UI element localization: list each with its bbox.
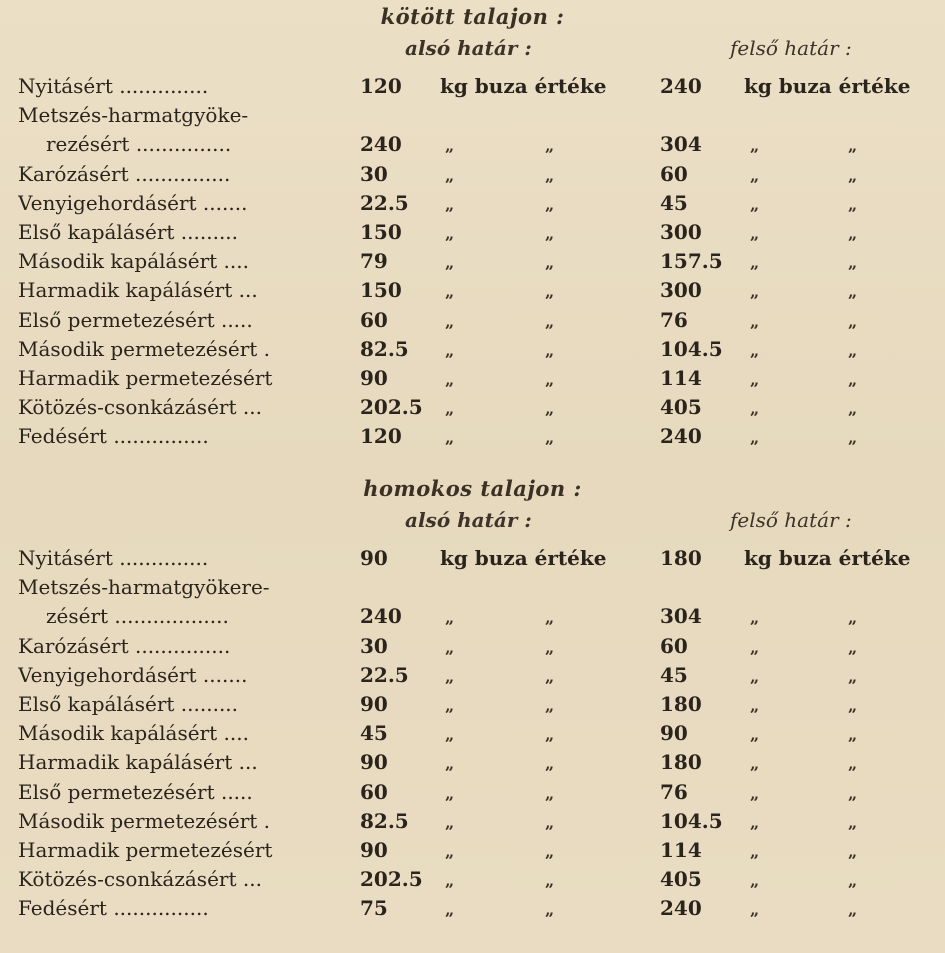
upper-value: 60 [660, 633, 688, 658]
row-label: Harmadik permetezésért [18, 366, 273, 390]
ditto-mark: „ [750, 725, 760, 745]
lower-value: 150 [360, 220, 402, 244]
upper-value: 157.5 [660, 249, 723, 274]
ditto-mark: „ [545, 812, 555, 832]
table-row [0, 604, 945, 634]
lower-value: 79 [360, 249, 388, 274]
ditto-mark: „ [545, 637, 555, 657]
ditto-mark: „ [445, 900, 455, 920]
table-row [0, 162, 945, 192]
table-row [0, 308, 945, 338]
ditto-mark: „ [848, 399, 858, 419]
ditto-mark: „ [848, 900, 858, 920]
upper-value: 76 [660, 307, 688, 332]
ditto-mark: „ [445, 666, 455, 686]
upper-value: 240 [660, 74, 702, 98]
upper-value: 76 [660, 779, 688, 804]
table-row [0, 103, 945, 133]
upper-limit-heading: felső határ : [730, 508, 852, 532]
row-label: Második permetezésért . [18, 808, 271, 833]
ditto-mark: „ [750, 900, 760, 920]
table-row [0, 249, 945, 279]
ditto-mark: „ [750, 428, 760, 448]
ditto-mark: „ [445, 754, 455, 774]
unit-lower: kg buza értéke [440, 74, 607, 98]
lower-value: 90 [360, 546, 388, 570]
ditto-mark: „ [848, 871, 858, 891]
lower-value: 240 [360, 132, 402, 157]
ditto-mark: „ [750, 871, 760, 891]
row-label: Kötözés-csonkázásért ... [18, 395, 262, 420]
row-label: Karózásért ............... [18, 161, 231, 186]
row-label: Nyitásért .............. [18, 74, 209, 98]
lower-value: 82.5 [360, 336, 409, 361]
ditto-mark: „ [545, 399, 555, 419]
row-label: Venyigehordásért ....... [18, 190, 248, 215]
upper-value: 240 [660, 424, 702, 449]
table-row [0, 278, 945, 308]
ditto-mark: „ [445, 282, 455, 302]
ditto-mark: „ [750, 340, 760, 360]
ditto-mark: „ [750, 165, 760, 185]
lower-value: 150 [360, 278, 402, 303]
ditto-mark: „ [750, 783, 760, 803]
ditto-mark: „ [848, 311, 858, 331]
ditto-mark: „ [545, 666, 555, 686]
ditto-mark: „ [545, 842, 555, 861]
row-label: Venyigehordásért ....... [18, 662, 248, 687]
row-label: Karózásért ............... [18, 633, 231, 658]
ditto-mark: „ [848, 725, 858, 745]
upper-value: 104.5 [660, 808, 723, 833]
upper-value: 304 [660, 132, 702, 157]
ditto-mark: „ [545, 311, 555, 331]
upper-value: 405 [660, 867, 702, 892]
ditto-mark: „ [445, 253, 455, 273]
table-row [0, 692, 945, 722]
upper-value: 104.5 [660, 336, 723, 361]
row-label: Második permetezésért . [18, 336, 271, 361]
ditto-mark: „ [848, 666, 858, 686]
row-label: Harmadik kapálásért ... [18, 750, 258, 775]
lower-value: 60 [360, 307, 388, 332]
table-row [0, 721, 945, 751]
upper-value: 90 [660, 721, 688, 746]
table-row [0, 809, 945, 839]
lower-limit-heading: alsó határ : [405, 508, 532, 532]
table-row [0, 132, 945, 162]
row-label: Harmadik kapálásért ... [18, 278, 258, 303]
ditto-mark: „ [545, 370, 555, 389]
ditto-mark: „ [750, 637, 760, 657]
ditto-mark: „ [545, 608, 555, 628]
upper-value: 114 [660, 366, 702, 390]
row-label: Metszés-harmatgyöke- [18, 103, 249, 128]
lower-value: 75 [360, 896, 388, 921]
ditto-mark: „ [750, 253, 760, 273]
lower-value: 82.5 [360, 808, 409, 833]
lower-value: 60 [360, 779, 388, 804]
table-row [0, 867, 945, 897]
ditto-mark: „ [848, 224, 858, 243]
row-label: Metszés-harmatgyökere- [18, 575, 270, 600]
ditto-mark: „ [848, 253, 858, 273]
unit-upper: kg buza értéke [744, 546, 911, 570]
table-row [0, 395, 945, 425]
ditto-mark: „ [750, 842, 760, 861]
ditto-mark: „ [545, 340, 555, 360]
ditto-mark: „ [445, 136, 455, 156]
ditto-mark: „ [545, 136, 555, 156]
lower-value: 202.5 [360, 395, 423, 420]
ditto-mark: „ [848, 842, 858, 861]
ditto-mark: „ [545, 194, 555, 214]
upper-value: 114 [660, 838, 702, 862]
section-title: homokos talajon : [363, 476, 582, 501]
section-title: kötött talajon : [380, 4, 565, 29]
table-row [0, 366, 945, 396]
row-label: Első kapálásért ......... [18, 692, 239, 716]
ditto-mark: „ [848, 637, 858, 657]
ditto-mark: „ [445, 224, 455, 243]
row-label: Második kapálásért .... [18, 249, 249, 274]
ditto-mark: „ [445, 842, 455, 861]
ditto-mark: „ [445, 194, 455, 214]
ditto-mark: „ [750, 136, 760, 156]
ditto-mark: „ [848, 194, 858, 214]
upper-value: 60 [660, 161, 688, 186]
lower-value: 90 [360, 692, 388, 716]
ditto-mark: „ [445, 696, 455, 715]
ditto-mark: „ [445, 370, 455, 389]
ditto-mark: „ [545, 428, 555, 448]
table-row [0, 634, 945, 664]
lower-value: 90 [360, 750, 388, 775]
row-label: zésért .................. [46, 604, 229, 629]
upper-value: 300 [660, 220, 702, 244]
ditto-mark: „ [750, 696, 760, 715]
upper-value: 304 [660, 604, 702, 629]
upper-value: 180 [660, 750, 702, 775]
ditto-mark: „ [545, 900, 555, 920]
lower-value: 22.5 [360, 662, 409, 687]
row-label: Második kapálásért .... [18, 721, 249, 746]
ditto-mark: „ [750, 311, 760, 331]
ditto-mark: „ [545, 871, 555, 891]
table-row [0, 663, 945, 693]
table-row [0, 546, 945, 576]
table-row [0, 424, 945, 454]
ditto-mark: „ [445, 871, 455, 891]
ditto-mark: „ [445, 608, 455, 628]
ditto-mark: „ [848, 165, 858, 185]
ditto-mark: „ [545, 253, 555, 273]
ditto-mark: „ [545, 282, 555, 302]
row-label: Első permetezésért ..... [18, 307, 253, 332]
table-row [0, 74, 945, 104]
row-label: Harmadik permetezésért [18, 838, 273, 862]
ditto-mark: „ [848, 282, 858, 302]
lower-value: 120 [360, 74, 402, 98]
lower-value: 120 [360, 424, 402, 449]
ditto-mark: „ [848, 754, 858, 774]
row-label: Első permetezésért ..... [18, 779, 253, 804]
row-label: rezésért ............... [46, 132, 232, 157]
ditto-mark: „ [848, 428, 858, 448]
table-row [0, 896, 945, 926]
upper-limit-heading: felső határ : [730, 36, 852, 60]
ditto-mark: „ [545, 783, 555, 803]
lower-value: 90 [360, 838, 388, 862]
upper-value: 45 [660, 190, 688, 215]
ditto-mark: „ [445, 783, 455, 803]
unit-lower: kg buza értéke [440, 546, 607, 570]
lower-value: 22.5 [360, 190, 409, 215]
row-label: Fedésért ............... [18, 896, 209, 921]
upper-value: 180 [660, 546, 702, 570]
ditto-mark: „ [750, 282, 760, 302]
ditto-mark: „ [848, 783, 858, 803]
ditto-mark: „ [750, 224, 760, 243]
ditto-mark: „ [545, 165, 555, 185]
table-row [0, 838, 945, 868]
ditto-mark: „ [445, 311, 455, 331]
row-label: Nyitásért .............. [18, 546, 209, 570]
ditto-mark: „ [545, 754, 555, 774]
ditto-mark: „ [848, 136, 858, 156]
ditto-mark: „ [545, 696, 555, 715]
unit-upper: kg buza értéke [744, 74, 911, 98]
ditto-mark: „ [848, 696, 858, 715]
table-row [0, 220, 945, 250]
ditto-mark: „ [445, 399, 455, 419]
ditto-mark: „ [750, 666, 760, 686]
ditto-mark: „ [445, 637, 455, 657]
row-label: Első kapálásért ......... [18, 220, 239, 244]
upper-value: 300 [660, 278, 702, 303]
table-row [0, 337, 945, 367]
ditto-mark: „ [445, 812, 455, 832]
table-row [0, 575, 945, 605]
table-row [0, 780, 945, 810]
row-label: Fedésért ............... [18, 424, 209, 449]
ditto-mark: „ [445, 428, 455, 448]
ditto-mark: „ [848, 812, 858, 832]
ditto-mark: „ [750, 399, 760, 419]
ditto-mark: „ [545, 725, 555, 745]
lower-value: 30 [360, 633, 388, 658]
ditto-mark: „ [545, 224, 555, 243]
ditto-mark: „ [445, 725, 455, 745]
upper-value: 405 [660, 395, 702, 420]
ditto-mark: „ [750, 812, 760, 832]
upper-value: 240 [660, 896, 702, 921]
ditto-mark: „ [848, 608, 858, 628]
ditto-mark: „ [750, 370, 760, 389]
table-row [0, 750, 945, 780]
upper-value: 45 [660, 662, 688, 687]
ditto-mark: „ [750, 608, 760, 628]
lower-value: 30 [360, 161, 388, 186]
lower-value: 45 [360, 721, 388, 746]
upper-value: 180 [660, 692, 702, 716]
lower-value: 202.5 [360, 867, 423, 892]
ditto-mark: „ [848, 340, 858, 360]
ditto-mark: „ [750, 754, 760, 774]
ditto-mark: „ [750, 194, 760, 214]
lower-value: 90 [360, 366, 388, 390]
row-label: Kötözés-csonkázásért ... [18, 867, 262, 892]
lower-limit-heading: alsó határ : [405, 36, 532, 60]
ditto-mark: „ [445, 165, 455, 185]
lower-value: 240 [360, 604, 402, 629]
table-row [0, 191, 945, 221]
ditto-mark: „ [848, 370, 858, 389]
ditto-mark: „ [445, 340, 455, 360]
